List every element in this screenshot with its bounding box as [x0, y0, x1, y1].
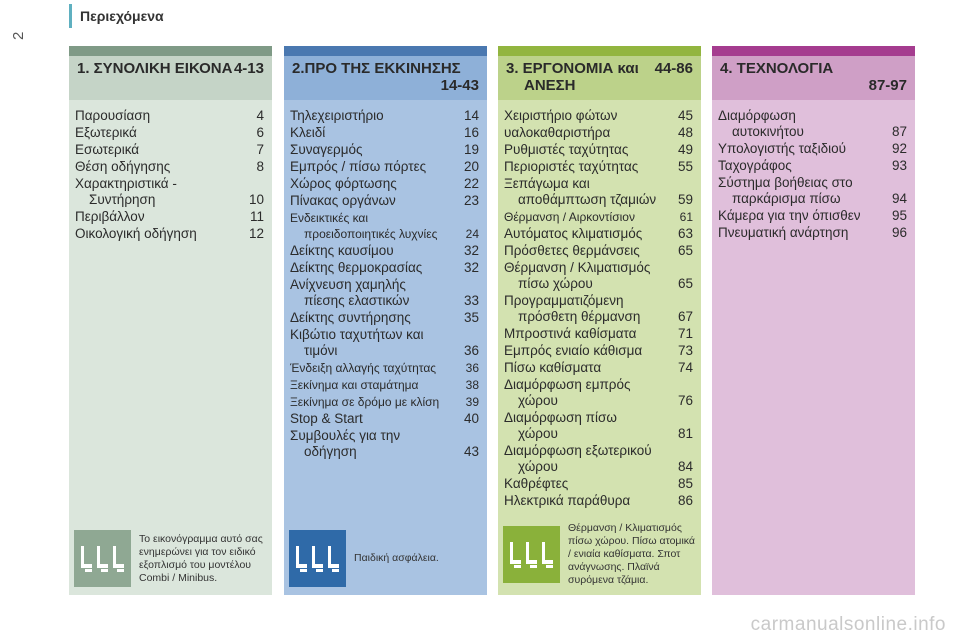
entry-title: Χώρος φόρτωσης [290, 176, 397, 191]
entry-page: 94 [891, 191, 907, 206]
entry-title: Δείκτης καυσίμου [290, 243, 394, 258]
entry-title: υαλοκαθαριστήρα [504, 125, 611, 140]
entry-title: Πρόσθετες θερμάνσεις [504, 243, 640, 258]
entry-title: Καθρέφτες [504, 476, 569, 491]
entry-title: Πνευματική ανάρτηση [718, 225, 849, 240]
toc-entry[interactable] [504, 108, 693, 124]
legend-text: Παιδική ασφάλεια. [354, 552, 439, 564]
column-color-strip [498, 46, 701, 56]
column-color-strip [69, 46, 272, 56]
toc-column-2 [284, 46, 487, 595]
entry-title: Ενδεικτικές και [290, 211, 369, 225]
section-header[interactable] [284, 56, 487, 100]
entry-page: 10 [248, 192, 264, 207]
entry-title: Συμβουλές για την [290, 428, 401, 443]
entry-title: Κιβώτιο ταχυτήτων και [290, 327, 424, 342]
entry-title: Περιοριστές ταχύτητας [504, 159, 639, 174]
toc-column-4 [712, 46, 915, 595]
entry-title: Οικολογική οδήγηση [75, 226, 197, 241]
entry-title: Ξεπάγωμα και [504, 176, 590, 191]
toc-entry[interactable] [718, 208, 907, 224]
section-header[interactable] [69, 56, 272, 100]
entry-page: 11 [249, 209, 264, 224]
header-accent-bar [69, 4, 72, 28]
legend-note [289, 530, 481, 587]
section-title-line2: 14-43 [440, 77, 479, 94]
entry-title: Μπροστινά καθίσματα [504, 326, 637, 341]
entry-page: 14 [463, 108, 479, 123]
entry-title-cont: αυτοκινήτου [732, 124, 804, 139]
entry-title-cont: πίσω χώρου [518, 276, 593, 291]
entry-title-cont: χώρου [518, 459, 558, 474]
entry-title-cont: χώρου [518, 393, 558, 408]
legend-text: Το εικονόγραμμα αυτό σας ενημερώνει για τον ειδικό εξοπλισμό του μοντέλου Combi / Minibus. [139, 532, 263, 584]
entry-title: Εσωτερικά [75, 142, 140, 157]
toc-entry[interactable] [504, 493, 693, 509]
entry-page: 81 [677, 426, 693, 441]
toc-entry[interactable] [504, 142, 693, 158]
column-color-strip [284, 46, 487, 56]
entry-page: 92 [891, 141, 907, 156]
entry-title: Ταχογράφος [718, 158, 792, 173]
toc-entry[interactable] [504, 293, 693, 325]
entry-page: 59 [677, 192, 693, 207]
entry-title: Χειριστήριο φώτων [504, 108, 618, 123]
entry-page: 71 [677, 326, 693, 341]
toc-entry[interactable] [290, 176, 479, 192]
toc-entry[interactable] [75, 226, 264, 242]
watermark: carmanualsonline.info [750, 614, 946, 635]
entry-page: 8 [256, 159, 264, 174]
toc-entry[interactable] [75, 209, 264, 225]
entry-title: Διαμόρφωση πίσω [504, 410, 617, 425]
toc-entry[interactable] [290, 260, 479, 276]
toc-entry[interactable] [75, 142, 264, 158]
entry-page: 4 [256, 108, 264, 123]
toc-entry[interactable] [290, 108, 479, 124]
entry-page: 39 [465, 395, 479, 409]
section-page-range: 4-13 [233, 60, 264, 77]
toc-entry[interactable] [718, 225, 907, 241]
entry-page: 43 [463, 444, 479, 459]
entry-title: Συναγερμός [290, 142, 363, 157]
entry-title: Περιβάλλον [75, 209, 145, 224]
entry-page: 36 [465, 361, 479, 375]
entry-title: Δείκτης θερμοκρασίας [290, 260, 423, 275]
entry-title: Υπολογιστής ταξιδιού [718, 141, 847, 156]
entry-page: 38 [465, 378, 479, 392]
entry-page: 7 [256, 142, 264, 157]
toc-entry[interactable] [290, 411, 479, 427]
entry-title: Εμπρός / πίσω πόρτες [290, 159, 427, 174]
toc-entry[interactable] [290, 159, 479, 175]
entry-title-cont: αποθάμπτωση τζαμιών [518, 192, 657, 207]
page-title: Περιεχόμενα [80, 8, 164, 24]
entry-page: 65 [677, 243, 693, 258]
toc-entry[interactable] [290, 125, 479, 141]
entry-title: Ηλεκτρικά παράθυρα [504, 493, 631, 508]
entry-title: Παρουσίαση [75, 108, 151, 123]
toc-entry[interactable] [290, 428, 479, 460]
toc-entry[interactable] [504, 360, 693, 376]
entry-title: Ένδειξη αλλαγής ταχύτητας [290, 361, 437, 375]
toc-entry[interactable] [290, 142, 479, 158]
section-page-range: 44-86 [654, 60, 693, 77]
section-entries [498, 100, 701, 595]
toc-entry[interactable] [504, 243, 693, 259]
toc-entry[interactable] [290, 377, 479, 393]
section-entries [284, 100, 487, 595]
toc-entry[interactable] [75, 176, 264, 208]
rear-seats-icon [289, 530, 346, 587]
toc-entry[interactable] [718, 108, 907, 140]
entry-page: 49 [677, 142, 693, 157]
toc-entry[interactable] [504, 209, 693, 225]
entry-page: 16 [463, 125, 479, 140]
toc-column-1 [69, 46, 272, 595]
entry-title-cont: τιμόνι [304, 343, 338, 358]
entry-page: 85 [677, 476, 693, 491]
entry-page: 67 [677, 309, 693, 324]
entry-page: 24 [465, 227, 479, 241]
toc-entry[interactable] [290, 210, 479, 242]
entry-page: 45 [677, 108, 693, 123]
entry-title: Ρυθμιστές ταχύτητας [504, 142, 629, 157]
toc-entry[interactable] [75, 125, 264, 141]
entry-title: Ανίχνευση χαμηλής [290, 277, 406, 292]
toc-entry[interactable] [290, 277, 479, 309]
entry-title: Κάμερα για την όπισθεν [718, 208, 861, 223]
section-entries [69, 100, 272, 595]
legend-text: Θέρμανση / Κλιματισμός πίσω χώρου. Πίσω ατομικά / ενιαία καθίσματα. Σποτ ανάγνωσης. Πλαϊνά συρόμενα τζάμια. [568, 522, 695, 586]
rear-seats-icon [74, 530, 131, 587]
entry-page: 63 [677, 226, 693, 241]
entry-title: Χαρακτηριστικά - [75, 176, 177, 191]
entry-title: Διαμόρφωση [718, 108, 796, 123]
toc-entry[interactable] [504, 410, 693, 442]
entry-title-cont: χώρου [518, 426, 558, 441]
entry-title: Θέρμανση / Κλιματισμός [504, 260, 651, 275]
entry-title: Εξωτερικά [75, 125, 137, 140]
rear-seats-icon [503, 526, 560, 583]
toc-entry[interactable] [718, 175, 907, 207]
entry-title: Διαμόρφωση εμπρός [504, 377, 631, 392]
page-number: 2 [10, 31, 27, 40]
entry-page: 76 [677, 393, 693, 408]
toc-entry[interactable] [504, 226, 693, 242]
entry-title: Εμπρός ενιαίο κάθισμα [504, 343, 643, 358]
entry-title: Θέρμανση / Αιρκοντίσιον [504, 210, 635, 224]
section-title: 3. ΕΡΓΟΝΟΜΙΑ και [506, 60, 639, 77]
entry-title: Τηλεχειριστήριο [290, 108, 384, 123]
entry-page: 48 [677, 125, 693, 140]
toc-entry[interactable] [504, 343, 693, 359]
entry-page: 86 [677, 493, 693, 508]
toc-entry[interactable] [504, 159, 693, 175]
column-color-strip [712, 46, 915, 56]
entry-page: 32 [463, 243, 479, 258]
toc-entry[interactable] [290, 310, 479, 326]
toc-entry[interactable] [504, 326, 693, 342]
toc-entry[interactable] [504, 443, 693, 475]
entry-title: Θέση οδήγησης [75, 159, 171, 174]
entry-page: 6 [256, 125, 264, 140]
legend-note [74, 530, 266, 587]
toc-entry[interactable] [504, 125, 693, 141]
section-title: 2.ΠΡΟ ΤΗΣ ΕΚΚΙΝΗΣΗΣ [292, 60, 461, 77]
section-title-line2: 87-97 [868, 77, 907, 94]
toc-entry[interactable] [290, 360, 479, 376]
section-header[interactable] [712, 56, 915, 100]
entry-page: 40 [463, 411, 479, 426]
entry-page: 19 [463, 142, 479, 157]
entry-page: 20 [463, 159, 479, 174]
entry-page: 23 [463, 193, 479, 208]
entry-title-cont: πρόσθετη θέρμανση [518, 309, 641, 324]
entry-title: Αυτόματος κλιματισμός [504, 226, 643, 241]
toc-entry[interactable] [504, 476, 693, 492]
entry-title-cont: προειδοποιητικές λυχνίες [304, 227, 438, 241]
section-title: 4. ΤΕΧΝΟΛΟΓΙΑ [720, 60, 834, 77]
entry-page: 65 [677, 276, 693, 291]
entry-page: 84 [677, 459, 693, 474]
toc-entry[interactable] [504, 377, 693, 409]
toc-entry[interactable] [504, 176, 693, 208]
section-title-line2: ΑΝΕΣΗ [524, 77, 576, 94]
toc-entry[interactable] [290, 193, 479, 209]
entry-page: 87 [891, 124, 907, 139]
entry-page: 33 [463, 293, 479, 308]
entry-page: 93 [891, 158, 907, 173]
entry-title: Ξεκίνημα σε δρόμο με κλίση [290, 395, 440, 409]
entry-page: 61 [679, 210, 693, 224]
entry-page: 32 [463, 260, 479, 275]
entry-page: 74 [677, 360, 693, 375]
toc-entry[interactable] [290, 243, 479, 259]
toc-entry[interactable] [75, 108, 264, 124]
entry-title-cont: οδήγηση [304, 444, 357, 459]
toc-entry[interactable] [290, 394, 479, 410]
entry-page: 96 [891, 225, 907, 240]
entry-title-cont: παρκάρισμα πίσω [732, 191, 841, 206]
toc-entry[interactable] [504, 260, 693, 292]
entry-title: Stop & Start [290, 411, 363, 426]
entry-title: Κλειδί [290, 125, 326, 140]
toc-column-3 [498, 46, 701, 595]
entry-title-cont: πίεσης ελαστικών [304, 293, 410, 308]
entry-title: Διαμόρφωση εξωτερικού [504, 443, 652, 458]
entry-page: 73 [677, 343, 693, 358]
section-header[interactable] [498, 56, 701, 100]
entry-page: 36 [463, 343, 479, 358]
entry-page: 55 [677, 159, 693, 174]
section-entries [712, 100, 915, 595]
entry-page: 35 [463, 310, 479, 325]
entry-page: 22 [463, 176, 479, 191]
toc-entry[interactable] [718, 141, 907, 157]
entry-title: Προγραμματιζόμενη [504, 293, 624, 308]
section-title: 1. ΣΥΝΟΛΙΚΗ ΕΙΚΟΝΑ [77, 60, 233, 77]
toc-entry[interactable] [718, 158, 907, 174]
entry-title: Ξεκίνημα και σταμάτημα [290, 378, 419, 392]
entry-title-cont: Συντήρηση [89, 192, 156, 207]
toc-entry[interactable] [75, 159, 264, 175]
entry-page: 95 [891, 208, 907, 223]
entry-page: 12 [248, 226, 264, 241]
entry-title: Πίνακας οργάνων [290, 193, 396, 208]
entry-title: Σύστημα βοήθειας στο [718, 175, 853, 190]
entry-title: Δείκτης συντήρησης [290, 310, 411, 325]
legend-note [503, 522, 695, 587]
toc-entry[interactable] [290, 327, 479, 359]
entry-title: Πίσω καθίσματα [504, 360, 602, 375]
